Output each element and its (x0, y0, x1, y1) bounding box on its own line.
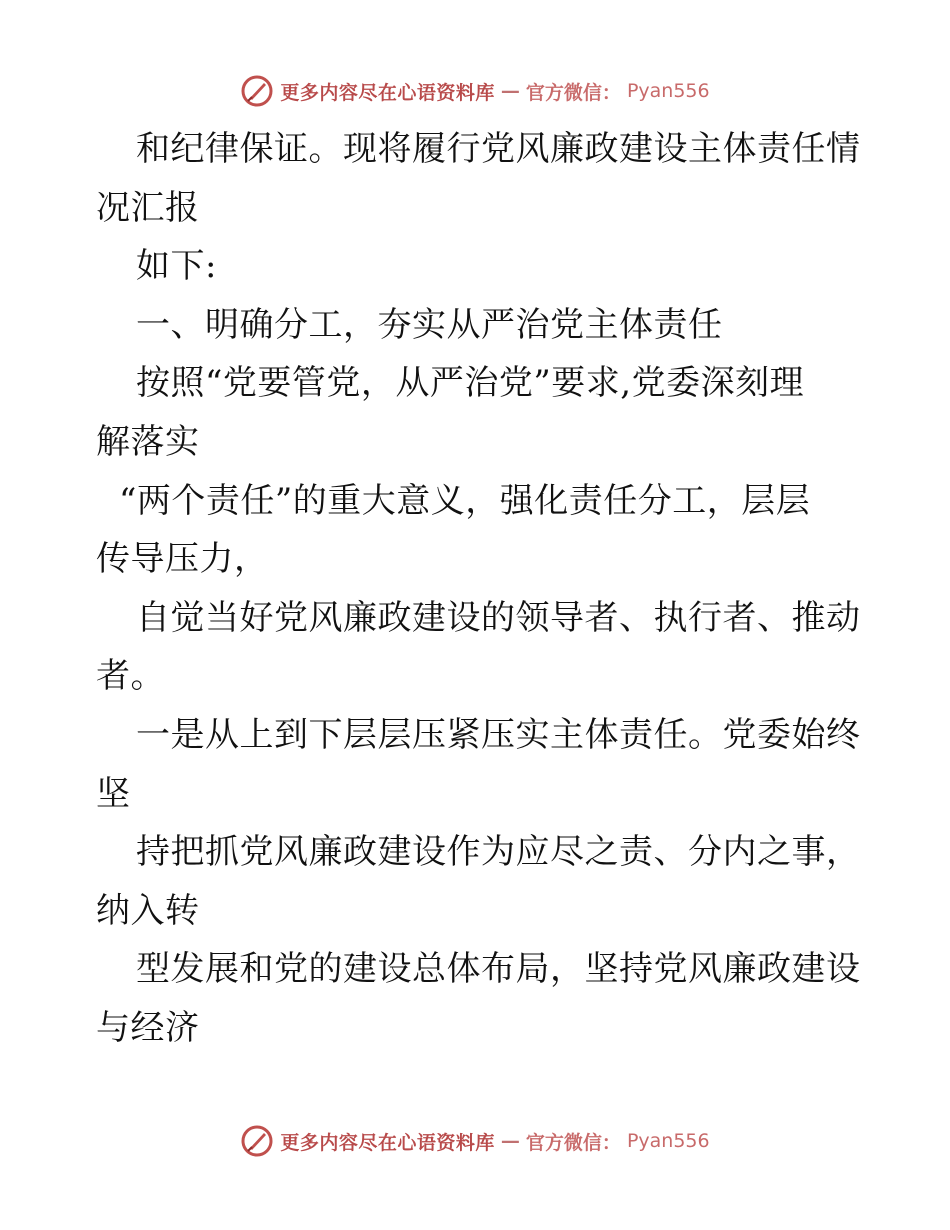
body-line: “两个责任”的重大意义，强化责任分工，层层 (119, 480, 811, 521)
body-line: 传导压力， (96, 539, 269, 580)
quill-logo-icon (240, 1124, 274, 1158)
footer-wechat-label: 官方微信： (525, 1131, 621, 1154)
body-line: 和纪律保证。现将履行党风廉政建设主体责任情 (136, 129, 861, 169)
body-line: 者。 (96, 656, 165, 697)
body-line: 型发展和党的建设总体布局，坚持党风廉政建设 (136, 949, 861, 990)
body-line: 持把抓党风廉政建设作为应尽之责、分内之事， (136, 832, 861, 873)
body-line: 与经济 (96, 1007, 200, 1048)
body-line: 纳入转 (96, 890, 200, 931)
body-line: 自觉当好党风廉政建设的领导者、执行者、推动 (136, 597, 861, 638)
footer-dash: — (500, 1130, 520, 1152)
footer-banner (0, 1121, 950, 1161)
footer-wechat-id: Pyan556 (626, 1130, 710, 1152)
body-line: 如下: (136, 246, 217, 287)
body-line: 况汇报 (96, 187, 200, 228)
section-heading: 一、明确分工，夯实从严治党主体责任 (136, 304, 723, 345)
footer-brand-text: 更多内容尽在心语资料库 (280, 1131, 495, 1154)
header-brand-text: 更多内容尽在心语资料库 (280, 81, 495, 104)
body-line: 坚 (96, 773, 131, 814)
body-text (96, 120, 861, 1058)
body-line: 按照“党要管党，从严治党”要求,党委深刻理 (136, 363, 805, 404)
quill-logo-icon (240, 74, 274, 108)
header-dash: — (500, 80, 520, 102)
header-wechat-id: Pyan556 (626, 80, 710, 102)
body-line: 解落实 (96, 421, 200, 462)
header-wechat-label: 官方微信： (525, 81, 621, 104)
header-banner (0, 71, 950, 111)
body-line: 一是从上到下层层压紧压实主体责任。党委始终 (136, 714, 861, 755)
